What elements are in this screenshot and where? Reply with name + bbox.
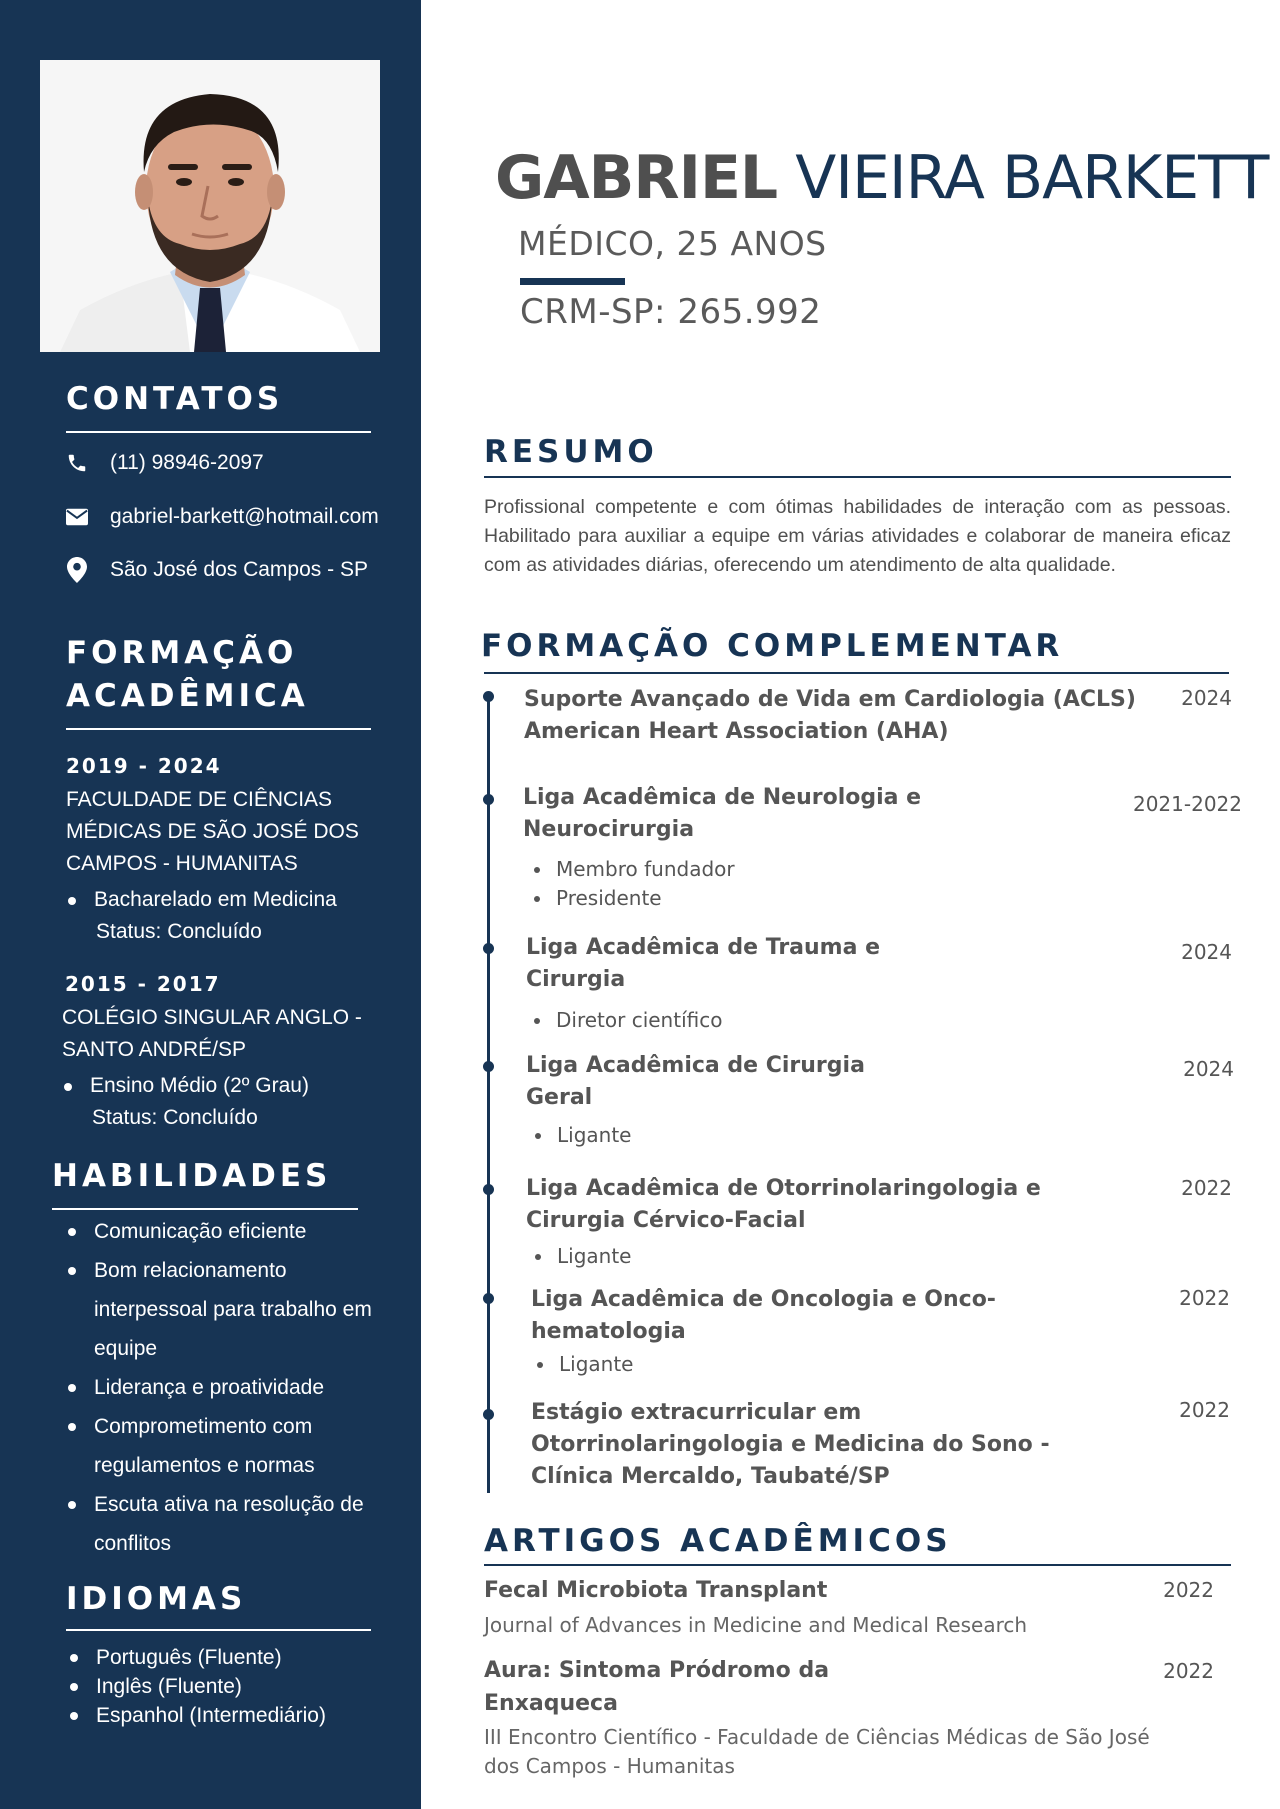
skill-item: Liderança e proatividade [66,1368,396,1407]
article-title: Aura: Sintoma Pródromo da Enxaqueca [484,1658,830,1716]
timeline-dot [483,794,494,805]
course-title: Estágio extracurricular em Otorrinolaringologia e Medicina do Sono - Clínica Mercaldo, Taubaté/SP [531,1400,1050,1489]
phone-number: (11) 98946-2097 [110,451,264,474]
course-title: Liga Acadêmica de Oncologia e Onco- hematologia [531,1287,996,1344]
course-year: 2024 [1181,686,1232,710]
location-text: São José dos Campos - SP [110,558,368,581]
mail-icon [66,506,88,528]
article-journal: Journal of Advances in Medicine and Medical Research [484,1613,1028,1637]
skill-item: Escuta ativa na resolução de conflitos [66,1485,396,1563]
skill-item: Bom relacionamento interpessoal para trabalho em equipe [66,1251,396,1368]
timeline-dot [483,1184,494,1195]
location-pin-icon [66,559,88,581]
contact-email[interactable] [66,505,379,529]
education-item-1 [66,754,396,948]
summary-divider [484,476,1231,478]
languages-heading: IDIOMAS [66,1581,247,1617]
summary-heading: RESUMO [484,434,658,470]
course-role: Presidente [530,884,735,913]
articles-divider [484,1564,1231,1566]
course-year: 2024 [1183,1057,1234,1081]
education-degree: Ensino Médio (2º Grau) [62,1070,392,1102]
complementary-divider [484,672,1229,674]
accent-bar [520,278,625,285]
course-title: Liga Acadêmica de Cirurgia Geral [526,1053,865,1110]
languages-section [66,1578,371,1631]
summary-text: Profissional competente e com ótimas habilidades de interação com as pessoas. Habilitado para auxiliar a equipe em várias atividades e colaborar de maneira eficaz com as atividades diárias, oferecendo um atendimento de alta qualidade. [484,496,1231,576]
sidebar [0,0,421,1809]
contact-location [66,558,368,582]
contact-phone[interactable] [66,451,264,475]
language-item: Português (Fluente) [68,1643,398,1672]
language-item: Inglês (Fluente) [68,1672,398,1701]
education-degree-list [62,1070,392,1102]
education-section [66,632,371,730]
contacts-heading: CONTATOS [66,381,284,417]
course-role: Membro fundador [530,855,735,884]
profession-age: MÉDICO, 25 ANOS [518,224,827,263]
crm-number: CRM-SP: 265.992 [520,292,822,332]
education-years: 2019 - 2024 [66,754,222,778]
skills-heading: HABILIDADES [52,1158,332,1194]
skills-list [66,1212,396,1563]
languages-divider [66,1629,371,1631]
education-school-line: SANTO ANDRÉ/SP [62,1038,246,1061]
course-role: Ligante [531,1121,631,1150]
contacts-section [66,378,371,433]
education-heading-line2: ACADÊMICA [66,678,309,714]
article-year: 2022 [1163,1659,1214,1683]
education-years: 2015 - 2017 [65,972,221,996]
education-degree: Bacharelado em Medicina [66,884,396,916]
education-status: Status: Concluído [96,920,262,943]
course-title: Suporte Avançado de Vida em Cardiologia (ACLS) American Heart Association (AHA) [524,687,1136,744]
languages-list [68,1643,398,1730]
language-item: Espanhol (Intermediário) [68,1701,398,1730]
course-year: 2022 [1181,1176,1232,1200]
course-year: 2024 [1181,940,1232,964]
timeline-dot [483,943,494,954]
education-school-line: COLÉGIO SINGULAR ANGLO - [62,1006,362,1029]
first-name: GABRIEL [495,143,778,213]
last-name: VIEIRA BARKETT [795,143,1269,213]
education-school-line: MÉDICAS DE SÃO JOSÉ DOS [66,820,359,843]
course-year: 2022 [1179,1398,1230,1422]
education-school-line: CAMPOS - HUMANITAS [66,852,298,875]
timeline-dot [483,1293,494,1304]
article-year: 2022 [1163,1578,1214,1602]
course-role: Ligante [531,1242,631,1271]
phone-icon [66,452,88,474]
course-role: Diretor científico [530,1006,722,1035]
education-school-line: FACULDADE DE CIÊNCIAS [66,788,333,811]
education-divider [66,728,371,730]
course-year: 2021-2022 [1132,792,1242,816]
course-title: Liga Acadêmica de Trauma e Cirurgia [526,935,881,992]
course-roles [531,1242,631,1271]
skills-section [52,1155,358,1210]
skill-item: Comprometimento com regulamentos e normas [66,1407,396,1485]
complementary-heading: FORMAÇÃO COMPLEMENTAR [481,628,1064,664]
education-status: Status: Concluído [92,1106,258,1129]
course-title: Liga Acadêmica de Neurologia e Neurocirurgia [523,785,922,842]
education-degree-list [66,884,396,916]
profile-photo [40,60,380,352]
education-item-2 [62,972,392,1134]
timeline-dot [483,1409,494,1420]
timeline-line [487,697,490,1493]
skill-item: Comunicação eficiente [66,1212,396,1251]
course-title: Liga Acadêmica de Otorrinolaringologia e Cirurgia Cérvico-Facial [526,1176,1041,1233]
course-roles [530,1006,722,1035]
course-year: 2022 [1179,1286,1230,1310]
article-title: Fecal Microbiota Transplant [484,1578,828,1603]
course-roles [531,1121,631,1150]
course-role: Ligante [533,1350,633,1379]
articles-heading: ARTIGOS ACADÊMICOS [484,1523,952,1559]
course-roles [533,1350,633,1379]
full-name [495,138,1268,218]
timeline-dot [483,1061,494,1072]
course-roles [530,855,735,913]
skills-divider [52,1208,358,1210]
timeline-dot [483,691,494,702]
contacts-divider [66,431,371,433]
email-address: gabriel-barkett@hotmail.com [110,505,379,528]
article-journal: III Encontro Científico - Faculdade de Ciências Médicas de São José dos Campos - Humanitas [484,1725,1150,1778]
education-heading-line1: FORMAÇÃO [66,635,298,671]
